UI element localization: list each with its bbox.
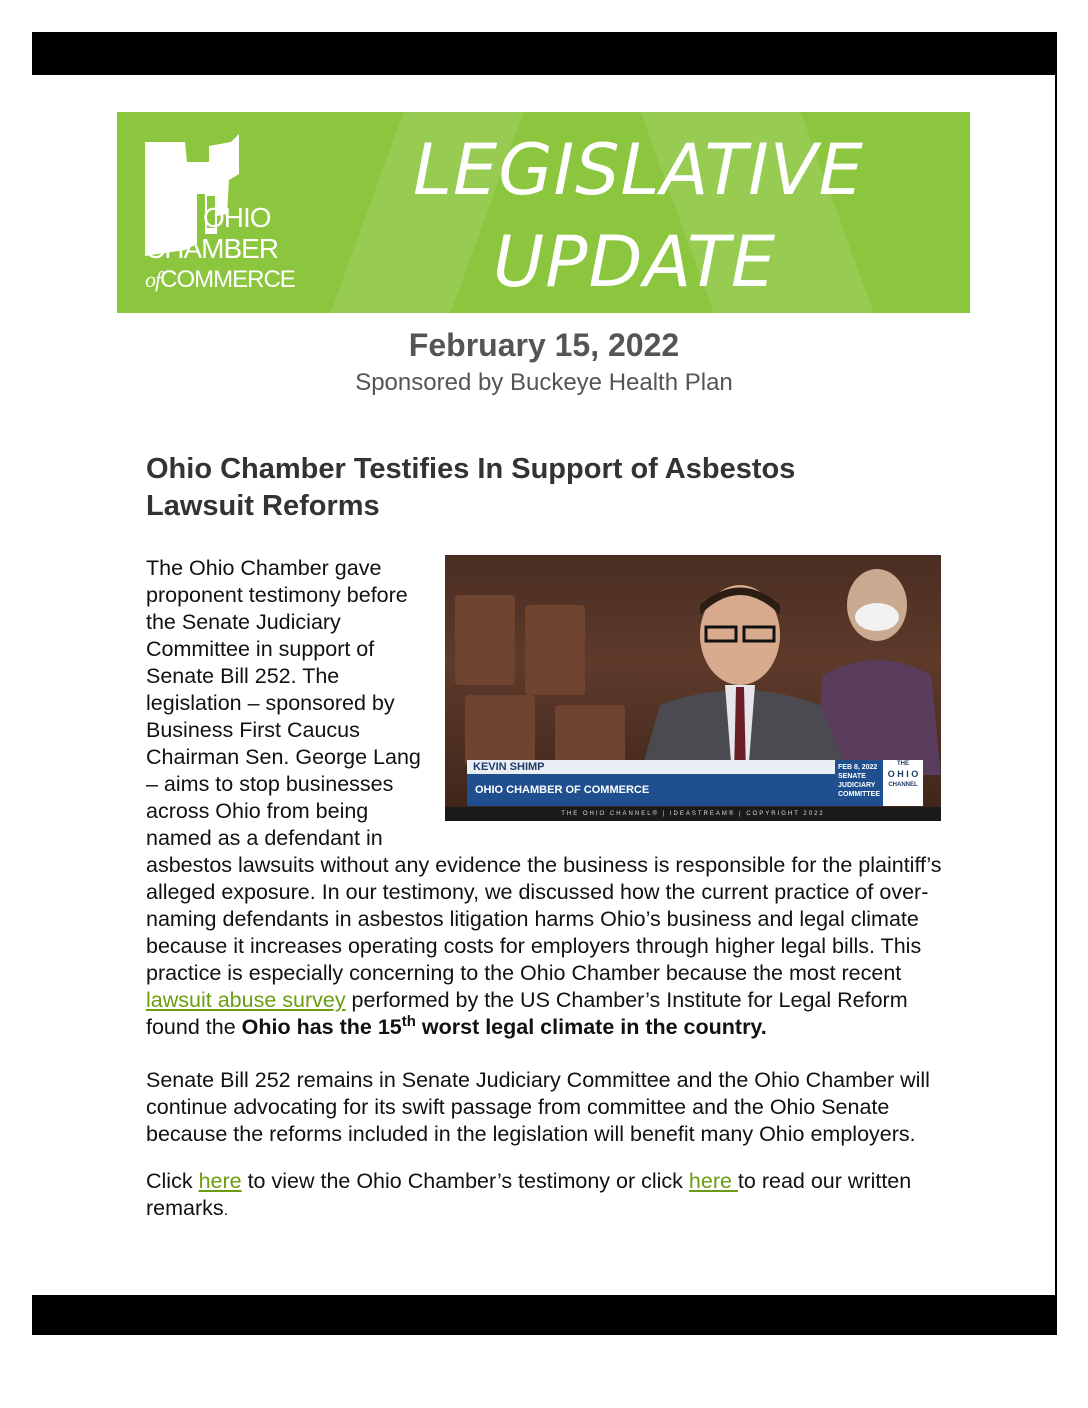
logo-ohio: O H I O — [887, 769, 919, 779]
video-credit: THE OHIO CHANNEL® | IDEASTREAM® | COPYRIGHT 2022 — [445, 807, 941, 821]
p3-period: . — [223, 1202, 229, 1219]
chair-shape — [455, 595, 515, 685]
speaker-figure — [640, 575, 850, 775]
issue-date: February 15, 2022 — [408, 327, 680, 363]
logo-of: of — [145, 267, 161, 292]
testimony-video-link[interactable]: here — [198, 1169, 242, 1193]
chair-shape — [525, 605, 585, 695]
committee-line3: COMMITTEE — [838, 791, 880, 798]
p3-text-2: to view the Ohio Chamber’s testimony or click — [241, 1169, 689, 1193]
bottom-black-bar — [32, 1295, 1057, 1335]
testimony-video-still — [445, 555, 941, 821]
p1-text: The Ohio Chamber gave proponent testimony before the Senate Judiciary Committee in support of Senate Bill 252. The legislation – sponsored by Business First Caucus Chairman Sen. George Lang – aims to stop businesses across Ohio from being named as a defendant in asbestos lawsuits without any evidence the business is responsible for the plaintiff’s alleged exposure. In our testimony, we discussed how the current practice of over-naming defendants in asbestos litigation harms Ohio’s business and legal climate because it increases operating costs for employers through higher legal bills. This practice is especially concerning to the Ohio Chamber because the most recent — [146, 556, 942, 985]
paragraph-2: Senate Bill 252 remains in Senate Judiciary Committee and the Ohio Chamber will continue advocating for its swift passage from committee and the Ohio Senate because the reforms included in the legislation will benefit many Ohio employers. — [146, 1068, 930, 1146]
speaker-name: KEVIN SHIMP — [467, 760, 843, 774]
banner-title — [413, 124, 864, 308]
hearing-date: FEB 8, 2022 — [838, 764, 878, 771]
right-border-line — [1055, 75, 1057, 1295]
banner-title-line2: UPDATE — [493, 221, 777, 303]
logo-line-ohio: OHIO — [203, 202, 271, 233]
top-black-bar — [32, 32, 1057, 75]
logo-channel: CHANNEL — [888, 782, 918, 788]
sponsor-line: Sponsored by Buckeye Health Plan — [355, 369, 733, 396]
committee-line2: JUDICIARY — [838, 782, 876, 789]
paragraph-3 — [146, 1168, 946, 1224]
logo-line-commerce — [145, 264, 295, 295]
p1-bold: Ohio has the 15 — [241, 1015, 402, 1039]
p3-text-3: to read our written remarks — [146, 1169, 912, 1220]
logo-line-chamber: CHAMBER — [145, 233, 279, 264]
committee-line1: SENATE — [838, 773, 866, 780]
logo-commerce: COMMERCE — [160, 266, 295, 293]
legislative-update-banner — [117, 112, 970, 313]
p1-bold-2: worst legal climate in the country. — [415, 1015, 767, 1039]
lawsuit-abuse-survey-link[interactable]: lawsuit abuse survey — [146, 988, 346, 1012]
p3-text: Click — [146, 1169, 199, 1193]
p1-text-2: performed by the US Chamber’s Institute for Legal Reform found the — [146, 988, 908, 1039]
hearing-info — [835, 760, 883, 806]
logo-wordmark — [145, 202, 295, 295]
logo-the: THE — [897, 761, 909, 767]
chair-shape — [465, 695, 535, 765]
speaker-organization: OHIO CHAMBER OF COMMERCE — [475, 784, 650, 796]
chair-shape — [555, 705, 625, 765]
article-body — [146, 555, 946, 1250]
banner-title-line1: LEGISLATIVE — [413, 129, 864, 211]
ohio-channel-logo — [883, 760, 923, 806]
article-headline: Ohio Chamber Testifies In Support of Asbestos Lawsuit Reforms — [146, 453, 796, 522]
written-remarks-link[interactable]: here — [688, 1169, 738, 1193]
p1-superscript: th — [401, 1012, 416, 1030]
